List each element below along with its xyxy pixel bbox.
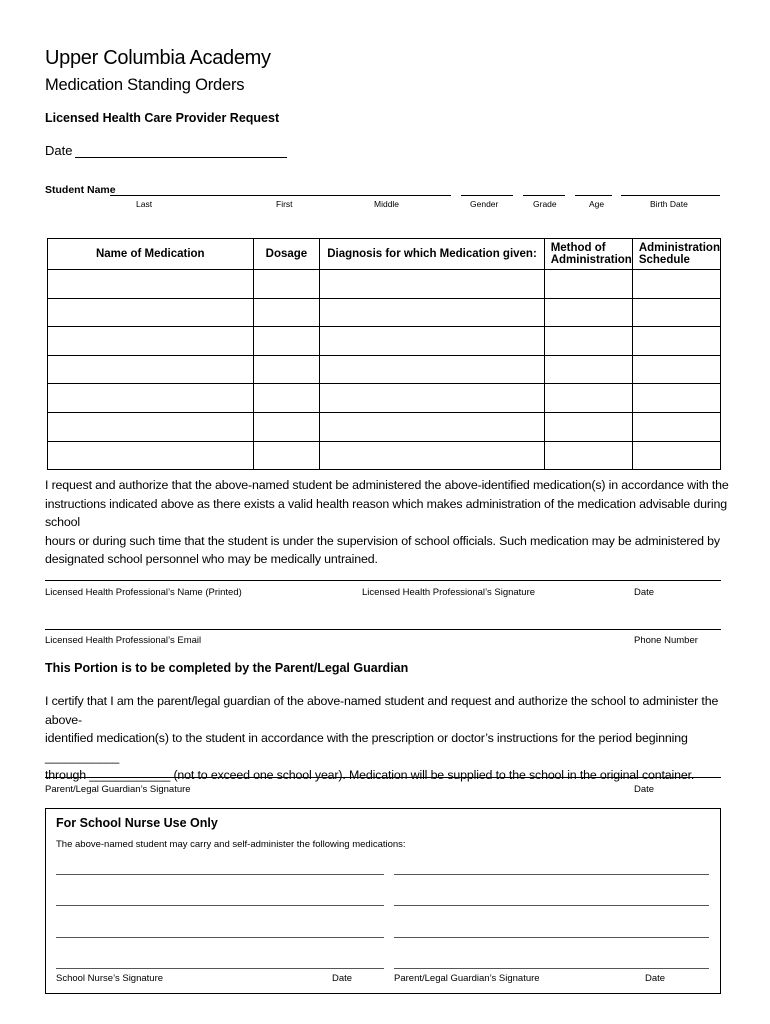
table-cell[interactable] <box>632 412 720 441</box>
guardian-heading: This Portion is to be completed by the Parent/Legal Guardian <box>45 661 409 675</box>
table-cell[interactable] <box>544 441 632 470</box>
col-medication-name: Name of Medication <box>48 239 254 270</box>
section-heading: Licensed Health Care Provider Request <box>45 111 280 125</box>
table-cell[interactable] <box>48 270 254 299</box>
medication-table <box>47 238 721 470</box>
nurse-date-label: Date <box>332 973 353 984</box>
table-cell[interactable] <box>48 441 254 470</box>
table-cell[interactable] <box>253 355 320 384</box>
guardian-line: I certify that I am the parent/legal guardian of the above-named student and request and authorize the school to administer the above- <box>45 694 719 727</box>
medication-line[interactable] <box>56 937 384 938</box>
table-cell[interactable] <box>253 412 320 441</box>
caption-birth-date: Birth Date <box>650 199 688 209</box>
student-name-label: Student Name <box>45 184 116 196</box>
table-row <box>48 412 721 441</box>
nurse-guardian-date-label: Date <box>645 973 666 984</box>
medication-line[interactable] <box>394 905 709 906</box>
provider-email-label: Licensed Health Professional’s Email <box>45 635 202 646</box>
caption-last: Last <box>136 199 153 209</box>
provider-signature-label: Licensed Health Professional’s Signature <box>362 587 536 598</box>
guardian-line: identified medication(s) to the student in accordance with the prescription or doctor’s instructions for the period beginning ___________ <box>45 731 688 764</box>
table-row <box>48 327 721 356</box>
authorization-text <box>45 476 735 569</box>
nurse-signature-label: School Nurse’s Signature <box>56 973 164 984</box>
table-row <box>48 355 721 384</box>
table-cell[interactable] <box>632 298 720 327</box>
table-cell[interactable] <box>48 384 254 413</box>
caption-age: Age <box>589 199 605 209</box>
table-cell[interactable] <box>253 270 320 299</box>
table-cell[interactable] <box>253 327 320 356</box>
nurse-signature-line[interactable] <box>56 968 384 969</box>
col-schedule: Administration Schedule <box>632 239 720 270</box>
birth-date-field[interactable] <box>621 195 720 196</box>
table-cell[interactable] <box>320 327 544 356</box>
guardian-signature-label: Parent/Legal Guardian’s Signature <box>45 784 191 795</box>
table-cell[interactable] <box>320 412 544 441</box>
table-row <box>48 441 721 470</box>
table-row <box>48 298 721 327</box>
table-cell[interactable] <box>544 355 632 384</box>
nurse-heading: For School Nurse Use Only <box>56 816 218 830</box>
date-label: Date <box>45 143 73 158</box>
provider-contact-line[interactable] <box>45 629 721 630</box>
medication-line[interactable] <box>56 874 384 875</box>
table-cell[interactable] <box>320 298 544 327</box>
table-cell[interactable] <box>48 327 254 356</box>
form-title: Medication Standing Orders <box>45 76 245 94</box>
table-cell[interactable] <box>544 270 632 299</box>
table-cell[interactable] <box>544 327 632 356</box>
provider-phone-label: Phone Number <box>634 635 698 646</box>
table-cell[interactable] <box>320 441 544 470</box>
age-field[interactable] <box>575 195 612 196</box>
table-cell[interactable] <box>48 298 254 327</box>
col-dosage: Dosage <box>253 239 320 270</box>
table-cell[interactable] <box>320 355 544 384</box>
nurse-section <box>45 808 721 994</box>
gender-field[interactable] <box>461 195 513 196</box>
table-cell[interactable] <box>253 384 320 413</box>
authorization-line: hours or during such time that the student is under the supervision of school officials. Such medication may be administered by <box>45 533 720 548</box>
table-cell[interactable] <box>632 441 720 470</box>
table-cell[interactable] <box>253 441 320 470</box>
guardian-signature-line[interactable] <box>45 777 721 778</box>
table-cell[interactable] <box>320 270 544 299</box>
medication-line[interactable] <box>394 937 709 938</box>
col-diagnosis: Diagnosis for which Medication given: <box>320 239 544 270</box>
nurse-instructions: The above-named student may carry and self-administer the following medications: <box>56 839 406 850</box>
guardian-text <box>45 692 735 785</box>
table-cell[interactable] <box>253 298 320 327</box>
guardian-line: through ____________ (not to exceed one school year). Medication will be supplied to the school in the original container. <box>45 768 695 782</box>
table-cell[interactable] <box>544 298 632 327</box>
medication-line[interactable] <box>56 905 384 906</box>
table-cell[interactable] <box>632 270 720 299</box>
caption-grade: Grade <box>533 199 557 209</box>
table-cell[interactable] <box>632 355 720 384</box>
table-cell[interactable] <box>544 384 632 413</box>
grade-field[interactable] <box>523 195 565 196</box>
table-row <box>48 270 721 299</box>
table-cell[interactable] <box>544 412 632 441</box>
guardian-signature-line-2[interactable] <box>394 968 709 969</box>
school-name: Upper Columbia Academy <box>45 47 271 69</box>
nurse-guardian-signature-label: Parent/Legal Guardian’s Signature <box>394 973 540 984</box>
guardian-date-label: Date <box>634 784 655 795</box>
table-cell[interactable] <box>632 384 720 413</box>
provider-name-label: Licensed Health Professional’s Name (Printed) <box>45 587 242 598</box>
authorization-line: designated school personnel who may be medically untrained. <box>45 552 378 566</box>
date-field[interactable] <box>75 157 287 158</box>
provider-signature-line[interactable] <box>45 580 721 581</box>
provider-date-label: Date <box>634 587 655 598</box>
table-row <box>48 384 721 413</box>
table-cell[interactable] <box>320 384 544 413</box>
medication-line[interactable] <box>394 874 709 875</box>
caption-gender: Gender <box>470 199 499 209</box>
student-name-field[interactable] <box>110 195 451 196</box>
col-method: Method of Administration <box>544 239 632 270</box>
table-cell[interactable] <box>48 412 254 441</box>
authorization-line: instructions indicated above as there exists a valid health reason which makes administration of the medication advisable during school <box>45 496 727 529</box>
authorization-line: I request and authorize that the above-named student be administered the above-identified medication(s) in accordance with the <box>45 478 729 492</box>
table-cell[interactable] <box>632 327 720 356</box>
caption-middle: Middle <box>374 199 400 209</box>
caption-first: First <box>276 199 293 209</box>
table-cell[interactable] <box>48 355 254 384</box>
